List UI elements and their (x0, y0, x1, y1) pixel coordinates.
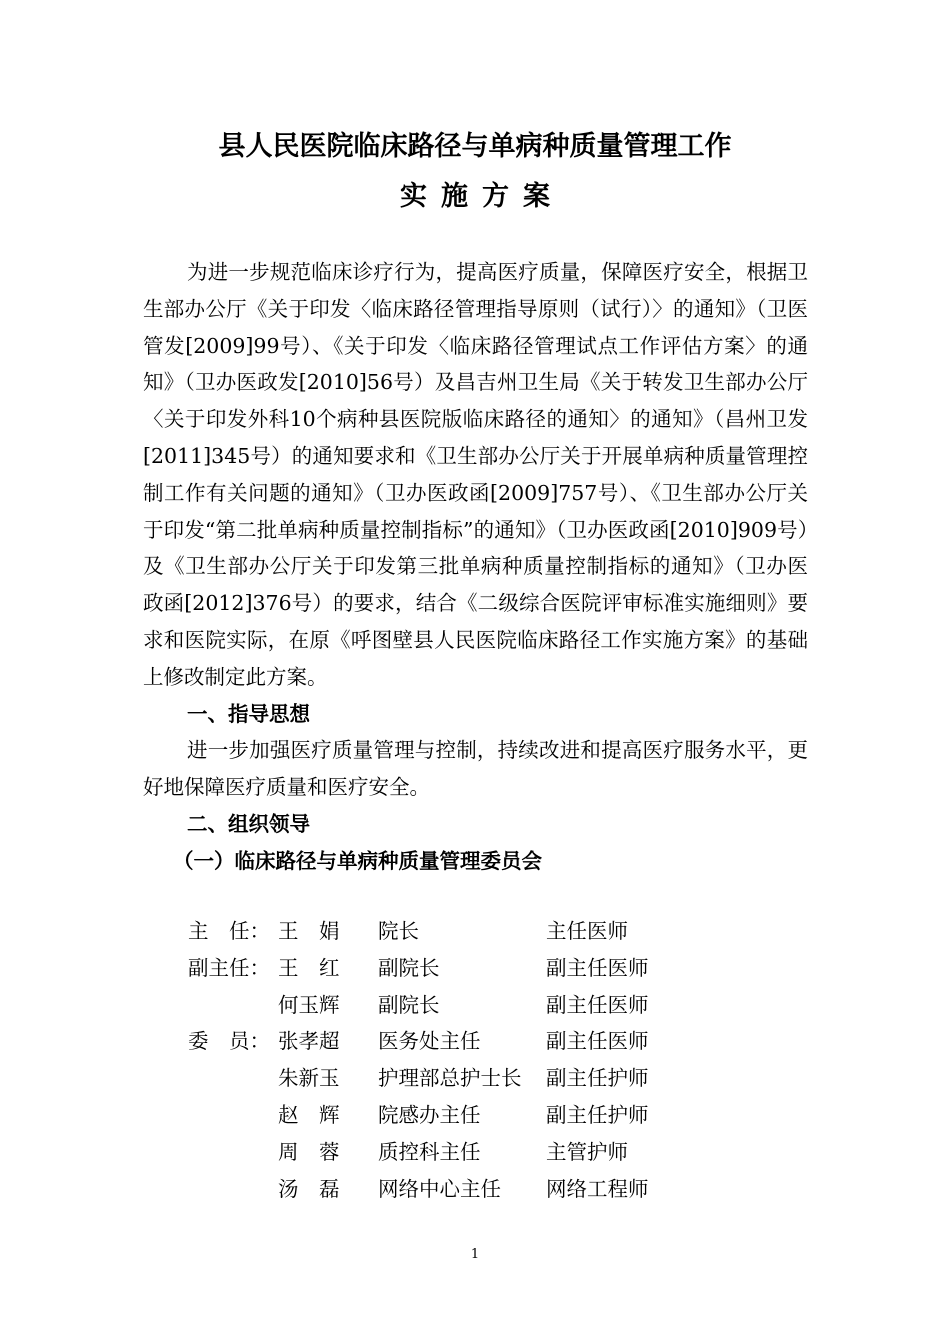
member-name: 王 娟 (278, 919, 340, 943)
member-post: 质控科主任 (378, 1139, 481, 1164)
member-post: 医务处主任 (378, 1029, 481, 1054)
roster-row (188, 1023, 808, 1060)
document-title: 县人民医院临床路径与单病种质量管理工作 (218, 131, 732, 162)
member-rank: 主任医师 (546, 919, 628, 943)
intro-paragraph: 为进一步规范临床诊疗行为，提高医疗质量，保障医疗安全，根据卫生部办公厅《关于印发〈临床路径管理指导原则（试行）〉的通知》（卫医管发[2009]99号）、《关于印发〈临床路径管理试点工作评估方案〉的通知》（卫办医政发[2010]56号）及昌吉州卫生局《关于转发卫生部办公厅〈关于印发外科10个病种县医院版临床路径的通知〉的通知》（昌州卫发[2011]345号）的通知要求和《卫生部办公厅关于开展单病种质量管理控制工作有关问题的通知》（卫办医政函[2009]757号）、《卫生部办公厅关于印发“第二批单病种质量控制指标”的通知》（卫办医政函[2010]909号）及《卫生部办公厅关于印发第三批单病种质量控制指标的通知》（卫办医政函[2012]376号）的要求，结合《二级综合医院评审标准实施细则》要求和医院实际，在原《呼图壁县人民医院临床路径工作实施方案》的基础上修改制定此方案。 (143, 260, 808, 689)
section-heading-guiding-ideology: 一、指导思想 (187, 701, 310, 726)
member-name: 何玉辉 (278, 992, 340, 1017)
subsection-heading-committee: （一）临床路径与单病种质量管理委员会 (173, 848, 542, 873)
member-role: 主 任： (188, 919, 270, 943)
member-rank: 副主任护师 (546, 1102, 649, 1127)
member-name: 汤 磊 (278, 1176, 340, 1201)
page-number: 1 (470, 1247, 480, 1262)
member-post: 护理部总护士长 (378, 1066, 522, 1091)
roster-row (188, 987, 808, 1024)
roster-row (188, 1171, 808, 1208)
member-rank: 网络工程师 (546, 1176, 649, 1201)
member-post: 网络中心主任 (378, 1176, 501, 1201)
member-name: 张孝超 (278, 1029, 340, 1054)
member-post: 副院长 (378, 955, 440, 980)
member-rank: 主管护师 (546, 1139, 628, 1164)
member-role: 副主任： (188, 955, 270, 980)
roster-row (188, 1060, 808, 1097)
member-name: 赵 辉 (278, 1102, 340, 1127)
member-name: 周 蓉 (278, 1139, 340, 1164)
roster-row (188, 1097, 808, 1134)
member-rank: 副主任医师 (546, 992, 649, 1017)
roster-row (188, 950, 808, 987)
section-text-guiding-ideology: 进一步加强医疗质量管理与控制，持续改进和提高医疗服务水平，更好地保障医疗质量和医疗安全。 (143, 738, 808, 800)
member-post: 院长 (378, 919, 419, 943)
document-body (143, 254, 808, 880)
member-name: 朱新玉 (278, 1066, 340, 1091)
document-subtitle: 实施方案 (400, 181, 564, 212)
member-post: 副院长 (378, 992, 440, 1017)
member-name: 王 红 (278, 955, 340, 980)
member-rank: 副主任医师 (546, 955, 649, 980)
member-role: 委 员： (188, 1029, 270, 1054)
section-heading-organization: 二、组织领导 (187, 811, 310, 836)
roster-row (188, 1134, 808, 1171)
member-rank: 副主任医师 (546, 1029, 649, 1054)
member-rank: 副主任护师 (546, 1066, 649, 1091)
roster-row (188, 913, 808, 950)
member-post: 院感办主任 (378, 1102, 481, 1127)
committee-roster (188, 913, 808, 1207)
